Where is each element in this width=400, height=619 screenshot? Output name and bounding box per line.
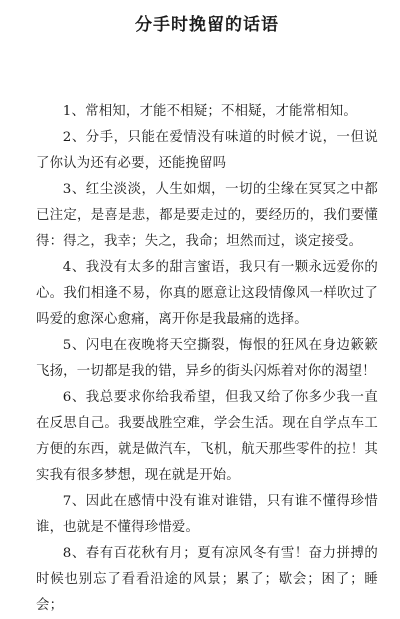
document-title: 分手时挽留的话语 (135, 15, 279, 35)
paragraph: 5、闪电在夜晚将天空撕裂，悔恨的狂风在身边簌簌飞扬，一切都是我的错，异乡的街头闪烁着对你的渴望！ (36, 338, 378, 379)
paragraph: 8、春有百花秋有月；夏有凉风冬有雪！奋力拼搏的时候也别忘了看看沿途的风景；累了；歇会；困了；睡会； (36, 546, 378, 613)
paragraph: 7、因此在感情中没有谁对谁错，只有谁不懂得珍惜谁，也就是不懂得珍惜爱。 (36, 494, 378, 535)
paragraph: 2、分手，只能在爱情没有味道的时候才说，一但说了你认为还有必要，还能挽留吗 (36, 130, 378, 171)
paragraph: 6、我总要求你给我希望，但我又给了你多少我一直在反思自己。我要战胜空难，学会生活。现在自学点车工方便的东西，就是做汽车，飞机，航天那些零件的拉！其实我有很多梦想，现在就是开始。 (36, 390, 378, 483)
paragraph: 4、我没有太多的甜言蜜语，我只有一颗永远爱你的心。我们相逢不易，你真的愿意让这段情像风一样吹过了吗爱的愈深心愈痛，离开你是我最痛的选择。 (36, 260, 378, 327)
paragraph: 3、红尘淡淡，人生如烟，一切的尘缘在冥冥之中都已注定，是喜是悲，都是要走过的，要经历的，我们要懂得：得之，我幸；失之，我命；坦然而过，谈定接受。 (36, 182, 378, 249)
document-body (36, 99, 378, 619)
paragraph: 1、常相知，才能不相疑；不相疑，才能常相知。 (62, 104, 357, 119)
